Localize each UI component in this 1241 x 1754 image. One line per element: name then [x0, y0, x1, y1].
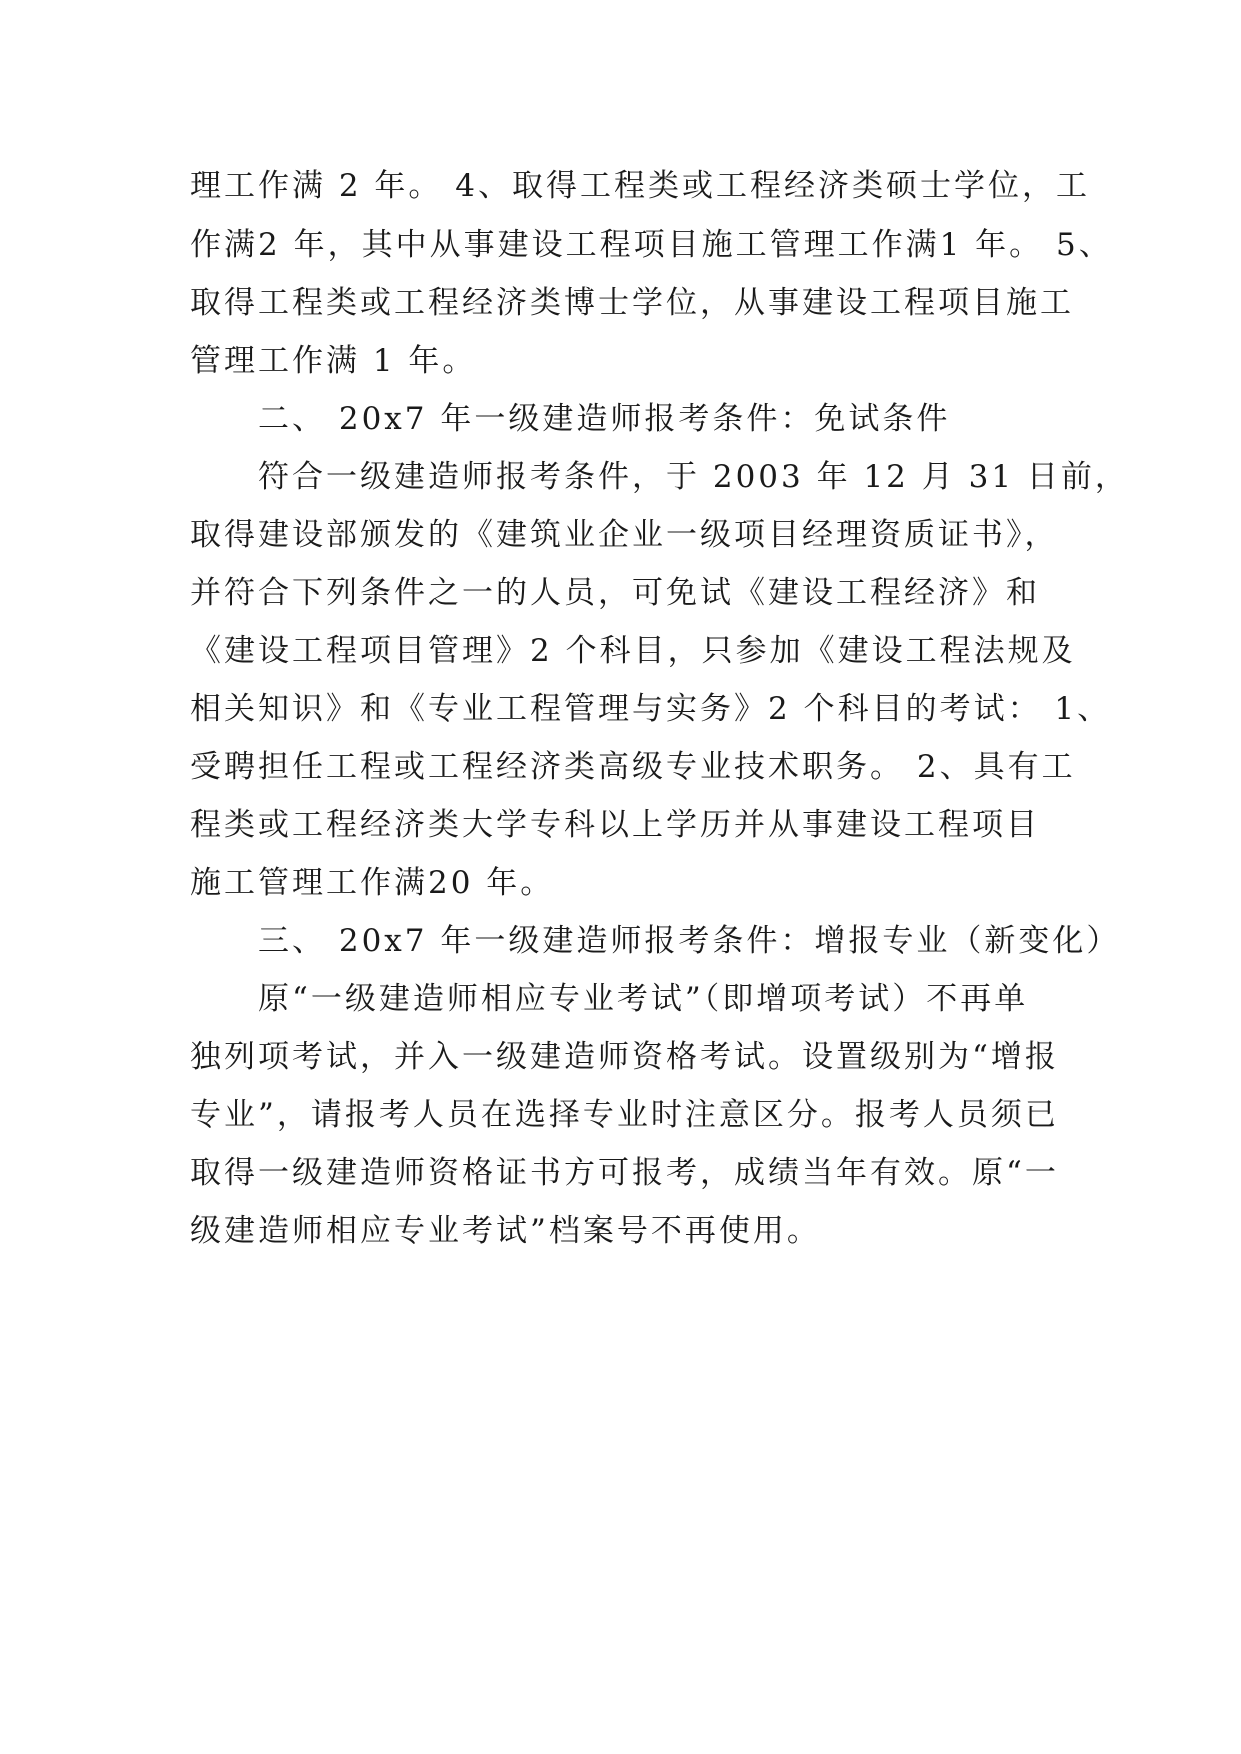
text-line: 原“一级建造师相应专业考试”（即增项考试）不再单	[258, 981, 1029, 1017]
section-heading-3: 三、 20x7 年一级建造师报考条件：增报专业（新变化）	[258, 923, 1121, 959]
text-line: 独列项考试，并入一级建造师资格考试。设置级别为“增报	[190, 1039, 1059, 1075]
text-line: 管理工作满 1 年。	[190, 343, 477, 379]
text-line: 相关知识》和《专业工程管理与实务》2 个科目的考试： 1、	[190, 691, 1112, 727]
text-line: 并符合下列条件之一的人员，可免试《建设工程经济》和	[190, 575, 1040, 611]
text-line: 理工作满 2 年。 4、取得工程类或工程经济类硕士学位，工	[190, 168, 1091, 204]
text-line: 《建设工程项目管理》2 个科目，只参加《建设工程法规及	[190, 633, 1076, 669]
text-line: 符合一级建造师报考条件，于 2003 年 12 月 31 日前，	[258, 459, 1129, 495]
text-line: 专业”，请报考人员在选择专业时注意区分。报考人员须已	[190, 1097, 1059, 1133]
text-line: 施工管理工作满20 年。	[190, 865, 555, 901]
section-heading-2: 二、 20x7 年一级建造师报考条件：免试条件	[258, 401, 951, 437]
text-line: 取得一级建造师资格证书方可报考，成绩当年有效。原“一	[190, 1155, 1059, 1191]
text-line: 受聘担任工程或工程经济类高级专业技术职务。 2、具有工	[190, 749, 1076, 785]
text-line: 作满2 年，其中从事建设工程项目施工管理工作满1 年。 5、	[190, 227, 1113, 263]
text-line: 级建造师相应专业考试”档案号不再使用。	[190, 1213, 821, 1249]
text-line: 取得工程类或工程经济类博士学位，从事建设工程项目施工	[190, 285, 1074, 321]
text-line: 取得建设部颁发的《建筑业企业一级项目经理资质证书》，	[190, 517, 1059, 553]
text-line: 程类或工程经济类大学专科以上学历并从事建设工程项目	[190, 807, 1040, 843]
